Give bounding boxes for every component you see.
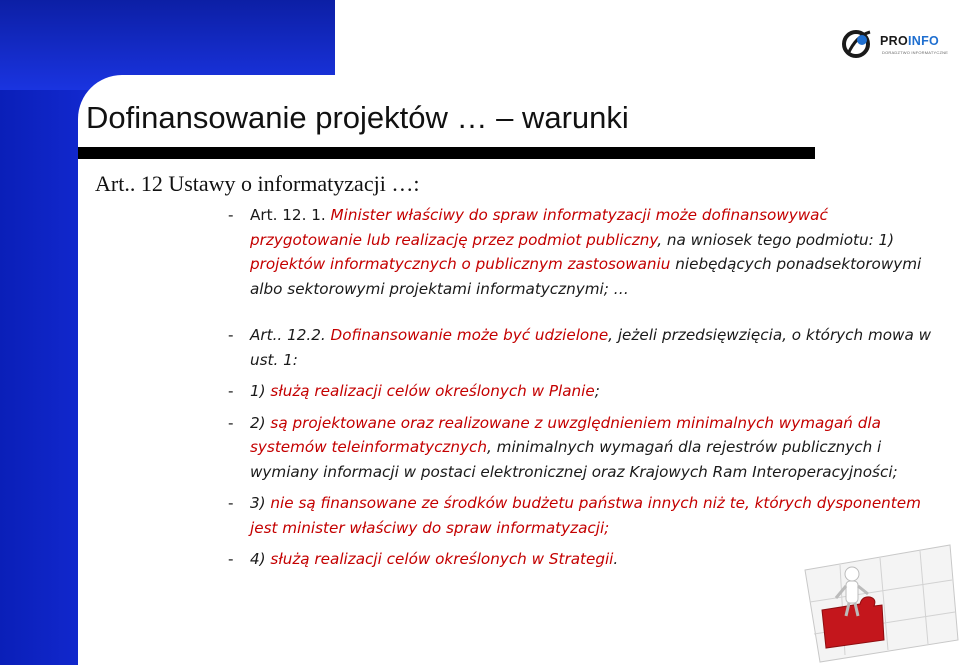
article-list — [228, 203, 940, 572]
title-rule — [78, 147, 815, 159]
item-text-highlight: służą realizacji celów określonych w Planie — [270, 382, 595, 400]
list-dash: - — [228, 413, 234, 432]
section-subtitle: Art.. 12 Ustawy o informatyzacji …: — [95, 171, 420, 196]
item-text-highlight: są projektowane oraz realizowane z uwzględnieniem minimalnych wymagań dla systemów teleinformatycznych — [250, 413, 881, 456]
list-item — [228, 323, 940, 372]
list-dash: - — [228, 550, 234, 568]
item-text: , na wniosek tego podmiotu: 1) — [657, 230, 895, 249]
list-dash: - — [228, 382, 234, 400]
list-item — [228, 203, 940, 301]
item-text: ; — [594, 382, 600, 400]
proinfo-logo — [840, 26, 955, 64]
logo-subtitle: DORADZTWO INFORMATYCZNE — [882, 50, 949, 55]
item-text-highlight: służą realizacji celów określonych w Strategii — [270, 550, 614, 568]
logo-brand-main: PRO — [880, 34, 908, 48]
list-item — [228, 411, 940, 485]
list-dash: - — [228, 494, 234, 512]
item-text: 4) — [250, 550, 271, 568]
item-text: , jeżeli przedsięwzięcia, o których mowa w ust. 1: — [250, 326, 932, 369]
logo-brand-accent: INFO — [908, 34, 940, 48]
item-text: 1) — [250, 382, 271, 400]
list-dash: - — [228, 206, 234, 224]
item-text-highlight: projektów informatycznych o publicznym zastosowaniu — [250, 255, 671, 273]
item-text: , minimalnych wymagań dla rejestrów publicznych i wymiany informacji w postaci elektronicznej oraz Krajowych Ram Interoperacyjności; — [250, 438, 898, 481]
page-title: Dofinansowanie projektów … – warunki — [86, 100, 629, 135]
list-item — [228, 379, 940, 404]
list-dash: - — [228, 326, 234, 344]
item-text: Art. 12. 1. — [250, 206, 331, 224]
logo-mark-icon — [840, 26, 878, 64]
item-text: niebędących ponadsektorowymi albo sektorowymi projektami informatycznymi; … — [250, 255, 922, 298]
item-text-highlight: nie są finansowane ze środków budżetu państwa innych niż te, których dysponentem jest minister właściwy do spraw informatyzacji; — [250, 494, 921, 537]
logo-text — [880, 34, 939, 48]
item-text: 2) — [250, 413, 271, 432]
item-text: . — [613, 550, 619, 568]
item-text: Art.. 12.2. — [250, 326, 331, 344]
list-item — [228, 491, 940, 540]
item-text: 3) — [250, 494, 271, 512]
puzzle-figure-icon — [800, 540, 960, 665]
item-text-highlight: Minister właściwy do spraw informatyzacji może dofinansowywać przygotowanie lub realizację przez podmiot publiczny — [250, 206, 828, 249]
item-text-highlight: Dofinansowanie może być udzielone — [330, 326, 609, 344]
